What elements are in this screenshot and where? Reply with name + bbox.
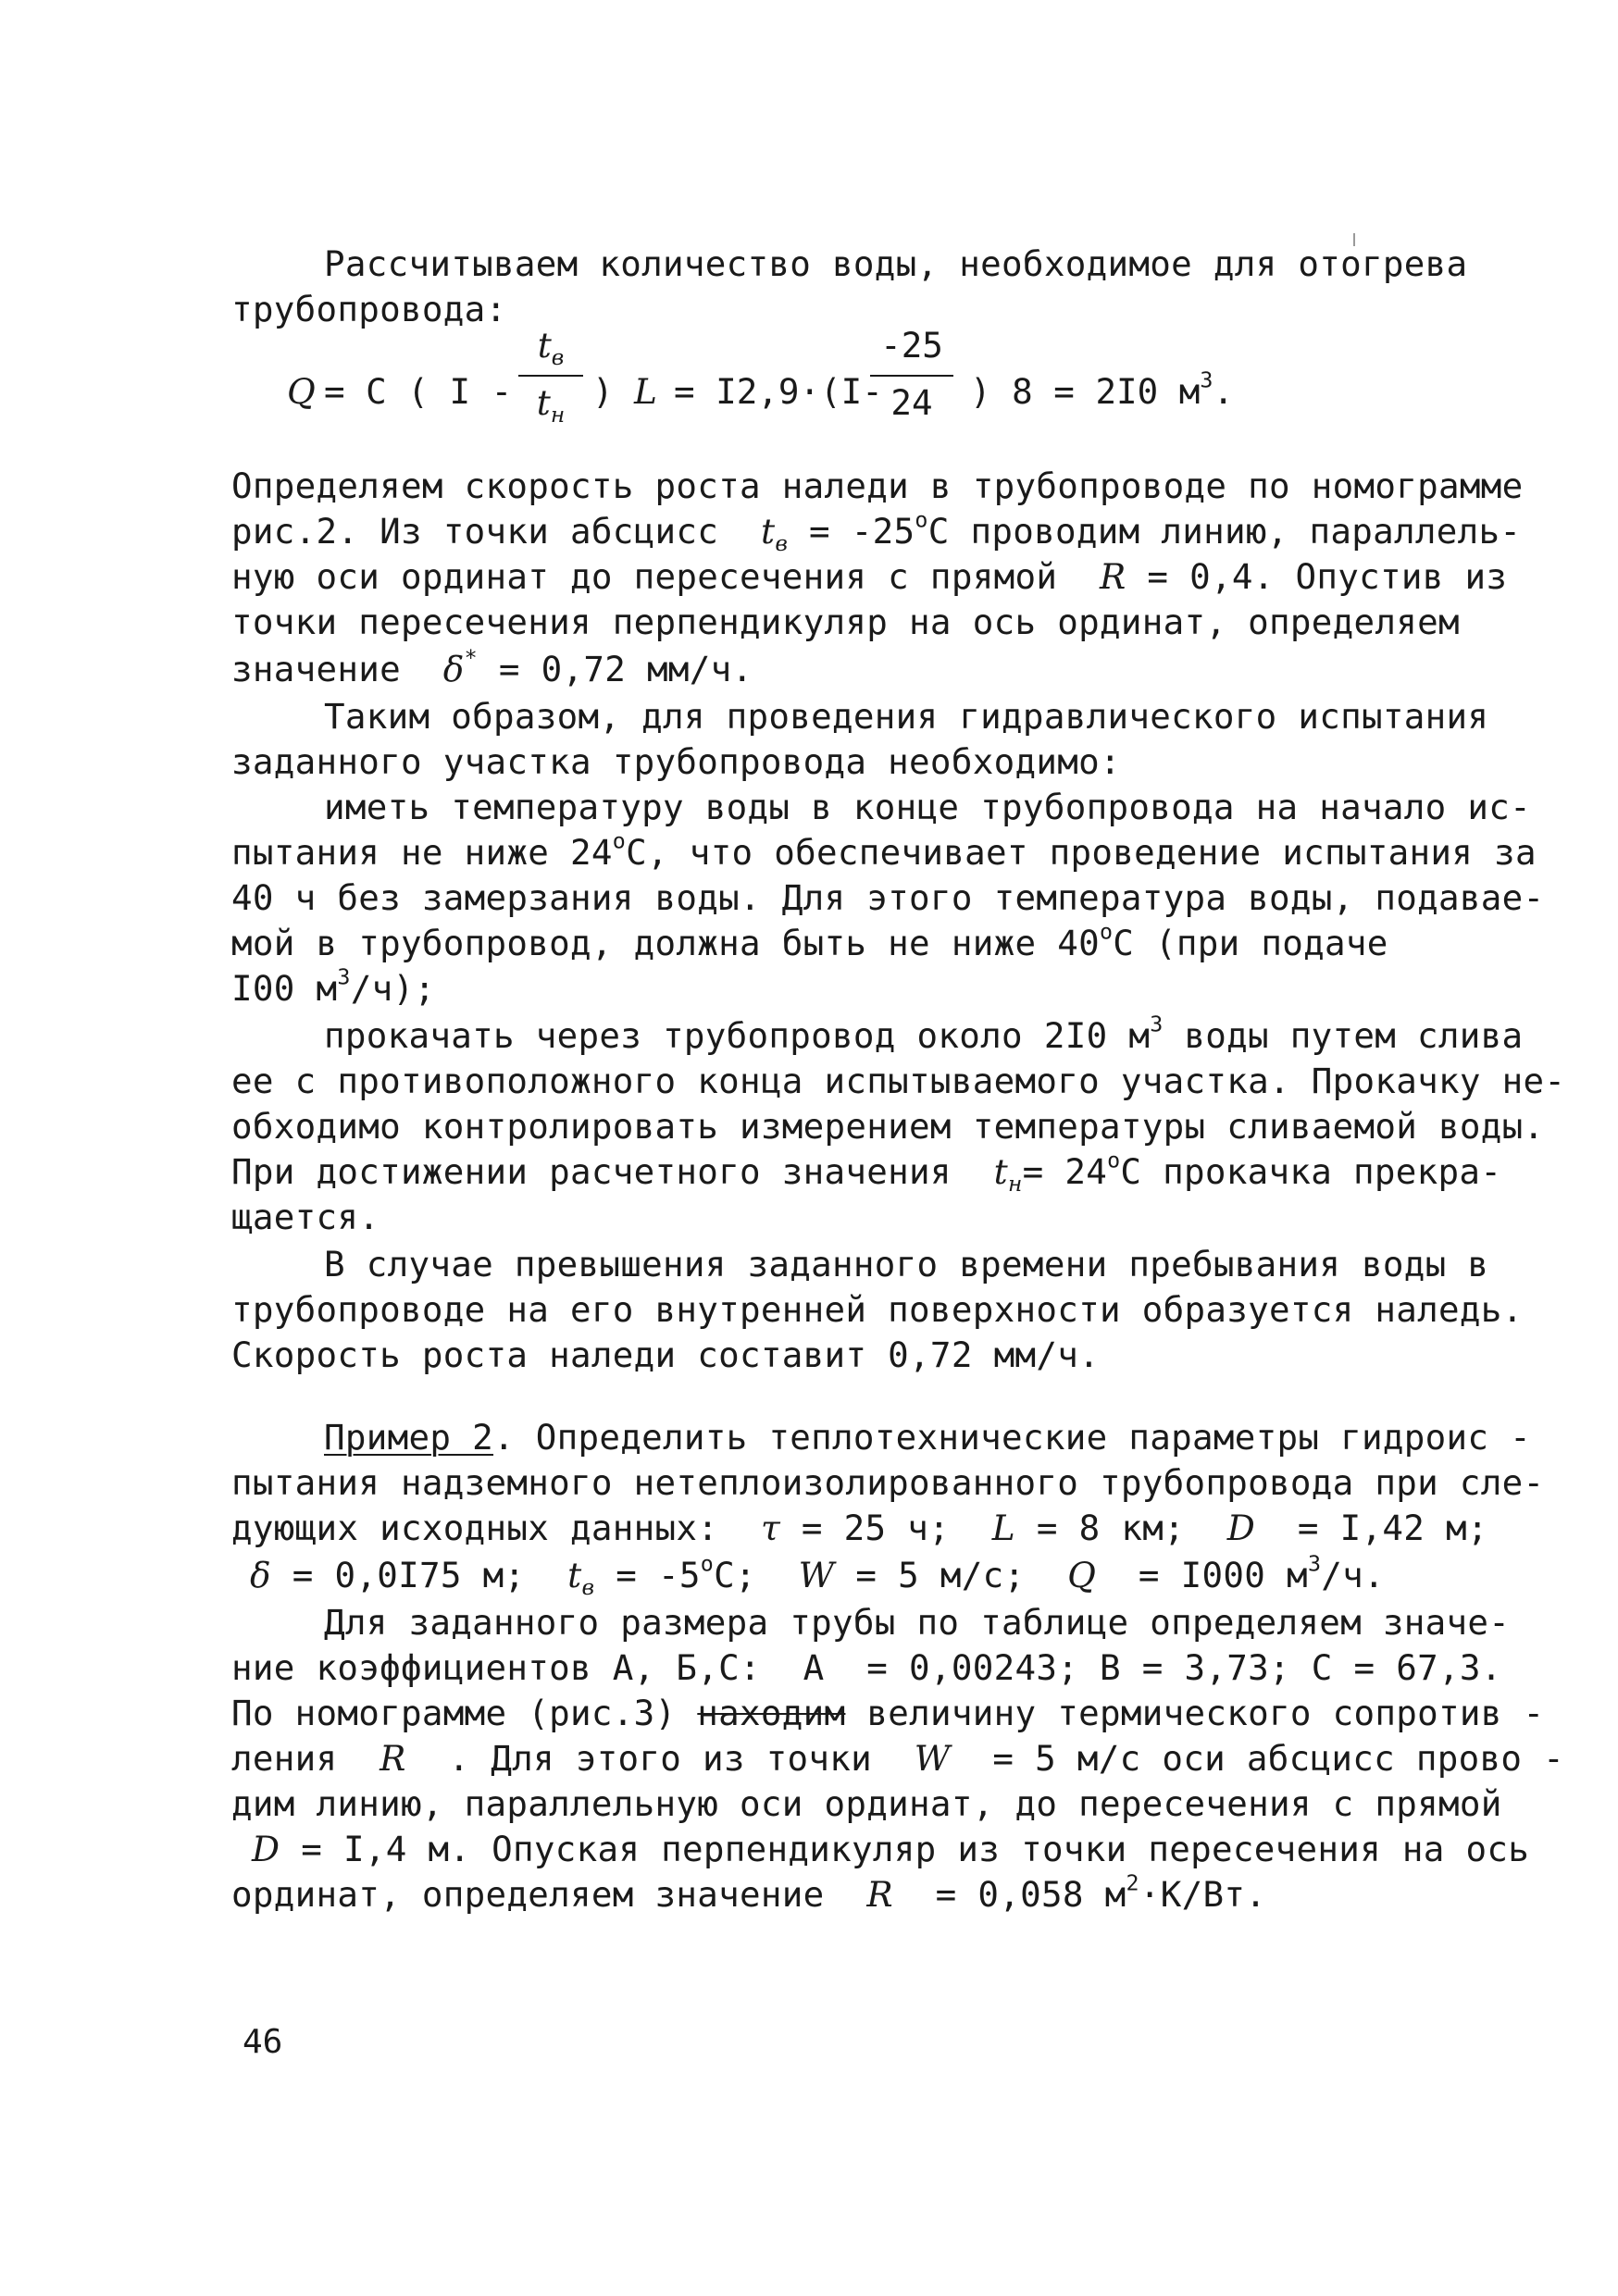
text-line: обходимо контролировать измерением температуры сливаемой воды. [231,1106,1545,1147]
text-line: 40 ч без замерзания воды. Для этого температура воды, подавае- [231,877,1545,918]
fraction-denominator: $t_н$ [536,382,566,428]
fraction-temperature [518,324,583,453]
fraction-numerator: -25 [880,325,943,366]
text-line: По номограмме (рис.3) находим величину термического сопротив - [231,1693,1545,1733]
text-line: мой в трубопровод, должна быть не ниже $40^оC$ (при подаче [231,919,1388,963]
page-number: 46 [243,2023,283,2061]
fraction-bar [870,375,953,377]
text-line: ления R . Для этого из точки W = 5 м/с оси абсцисс прово - [231,1738,1565,1779]
formula-text: ) 8 = 2I0 $м^3$. [970,367,1234,412]
formula-symbol-l: L [634,371,657,412]
text-line: пытания надземного нетеплоизолированного трубопровода при сле- [231,1462,1545,1503]
text-line: D = I,4 м. Опуская перпендикуляр из точки пересечения на ось [252,1829,1530,1869]
formula-text: = C ( I - [324,371,513,412]
text-line: Для заданного размера трубы по таблице определяем значе- [324,1602,1511,1643]
text-line: Пример 2. Определить теплотехнические параметры гидроис - [324,1417,1531,1458]
text-line: δ = 0,0I75 м; $t_в = -5^оC$; W = 5 м/с; Q = I000 $м^3/ч$. [250,1551,1385,1601]
text-line: точки пересечения перпендикуляр на ось ординат, определяем [231,602,1460,642]
text-line: прокачать через трубопровод около 2I0 $м^3$ воды путем слива [324,1011,1524,1056]
fraction-numeric [870,324,953,453]
formula-text: = I2,9·(I- [674,371,883,412]
text-line: ную оси ординат до пересечения с прямой R = 0,4. Опустив из [231,556,1508,597]
text-line: При достижении расчетного значения $t_н= 24^оC$ прокачка прекра- [231,1148,1502,1198]
formula-text: ) [592,371,614,412]
text-line: трубопроводе на его внутренней поверхности образуется наледь. [231,1289,1524,1330]
text-line: заданного участка трубопровода необходимо: [231,741,1121,782]
formula-symbol-q: Q [287,371,316,412]
text-line: щается. [231,1197,380,1237]
text-line: иметь температуру воды в конце трубопровода на начало ис- [324,787,1531,827]
text-line: ее с противоположного конца испытываемого участка. Прокачку не- [231,1061,1566,1101]
text-line: дим линию, параллельную оси ординат, до пересечения с прямой [231,1783,1502,1824]
text-line: Рассчитываем количество воды, необходимое для отогрева [324,243,1468,284]
example-label: Пример 2 [324,1417,494,1458]
text-line: I00 $м^3/ч$); [231,964,436,1009]
text-line: дующих исходных данных: τ = 25 ч; L = 8 км; D = I,42 м; [231,1508,1488,1548]
water-volume-formula [287,324,1259,453]
text-line: Определяем скорость роста наледи в трубопроводе по номограмме [231,465,1524,506]
fraction-bar [518,375,583,377]
fraction-numerator: $t_в$ [537,325,565,371]
text-line: В случае превышения заданного времени пребывания воды в [324,1244,1489,1285]
fraction-denominator: 24 [890,382,933,423]
text-line: значение δ* = 0,72 мм/ч. [231,645,753,689]
text-line: Таким образом, для проведения гидравлического испытания [324,696,1489,737]
text-line: ние коэффициентов А, Б,С: А = 0,00243; В = 3,73; С = 67,3. [231,1647,1502,1688]
text-line: Скорость роста наледи составит 0,72 мм/ч. [231,1334,1100,1375]
text-line: пытания не ниже $24^оC$, что обеспечивает проведение испытания за [231,828,1537,873]
struck-word: находим [697,1693,846,1733]
text-line: трубопровода: [231,289,507,329]
text-line: рис.2. Из точки абсцисс $t_в = -25^оC$ проводим линию, параллель- [231,507,1522,557]
text-line: ординат, определяем значение R = 0,058 $м^2\cdot К/Вт$. [231,1870,1267,1915]
